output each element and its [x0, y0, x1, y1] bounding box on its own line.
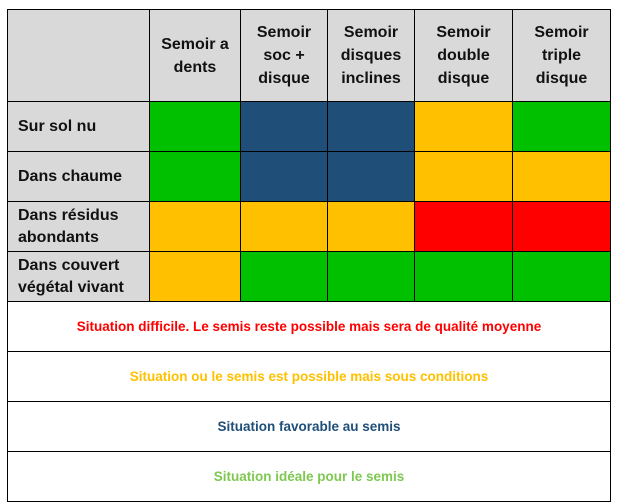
rating-cell-red	[415, 202, 513, 252]
column-header	[150, 10, 241, 102]
rating-cell-orange	[150, 202, 241, 252]
table-row	[8, 152, 611, 202]
rating-cell-orange	[415, 102, 513, 152]
row-header	[8, 152, 150, 202]
column-header-line: Semoir a	[161, 35, 229, 53]
row-header-line: Dans chaume	[18, 167, 123, 185]
column-header-line: disques	[340, 47, 402, 64]
rating-cell-blue	[241, 102, 328, 152]
rating-cell-green	[241, 252, 328, 302]
legend-text: Situation favorable au semis	[8, 402, 611, 452]
column-header-line: Semoir	[534, 24, 589, 41]
column-header-line: dents	[173, 58, 217, 76]
row-header-line: Dans couvert	[18, 256, 120, 274]
legend-text: Situation idéale pour le semis	[8, 452, 611, 502]
legend-row	[8, 402, 611, 452]
row-header-line: Sur sol nu	[18, 117, 97, 135]
rating-cell-green	[150, 102, 241, 152]
rating-cell-green	[328, 252, 415, 302]
seeder-suitability-table	[7, 9, 611, 502]
column-header-line: double	[437, 47, 490, 64]
table-row	[8, 252, 611, 302]
row-header-line: Dans résidus	[18, 206, 119, 224]
rating-cell-orange	[150, 252, 241, 302]
legend-text: Situation ou le semis est possible mais sous conditions	[8, 352, 611, 402]
legend-text: Situation difficile. Le semis reste possible mais sera de qualité moyenne	[8, 302, 611, 352]
column-header-line: Semoir	[256, 24, 312, 41]
table-row	[8, 202, 611, 252]
legend-row	[8, 302, 611, 352]
rating-cell-blue	[241, 152, 328, 202]
rating-cell-orange	[415, 152, 513, 202]
rating-cell-red	[513, 202, 611, 252]
header-row	[8, 10, 611, 102]
column-header-line: triple	[541, 47, 582, 64]
legend-row	[8, 452, 611, 502]
column-header-line: inclines	[341, 70, 401, 87]
row-header	[8, 202, 150, 252]
rating-cell-green	[513, 252, 611, 302]
row-header-line: abondants	[18, 228, 99, 246]
rating-cell-green	[415, 252, 513, 302]
column-header	[513, 10, 611, 102]
row-header	[8, 102, 150, 152]
column-header-line: Semoir	[343, 24, 399, 41]
rating-cell-green	[150, 152, 241, 202]
rating-cell-green	[513, 102, 611, 152]
column-header	[415, 10, 513, 102]
rating-cell-orange	[328, 202, 415, 252]
column-header-line: disque	[535, 70, 588, 87]
rating-cell-orange	[513, 152, 611, 202]
table-row	[8, 102, 611, 152]
rating-cell-blue	[328, 102, 415, 152]
column-header-line: disque	[437, 70, 490, 87]
rating-cell-orange	[241, 202, 328, 252]
column-header-line: disque	[258, 70, 310, 87]
rating-cell-blue	[328, 152, 415, 202]
row-header	[8, 252, 150, 302]
row-header-line: végétal vivant	[18, 278, 124, 296]
column-header	[241, 10, 328, 102]
column-header-line: soc +	[263, 47, 305, 64]
column-header-line: Semoir	[436, 24, 491, 41]
legend-row	[8, 352, 611, 402]
corner-cell	[8, 10, 150, 102]
column-header	[328, 10, 415, 102]
